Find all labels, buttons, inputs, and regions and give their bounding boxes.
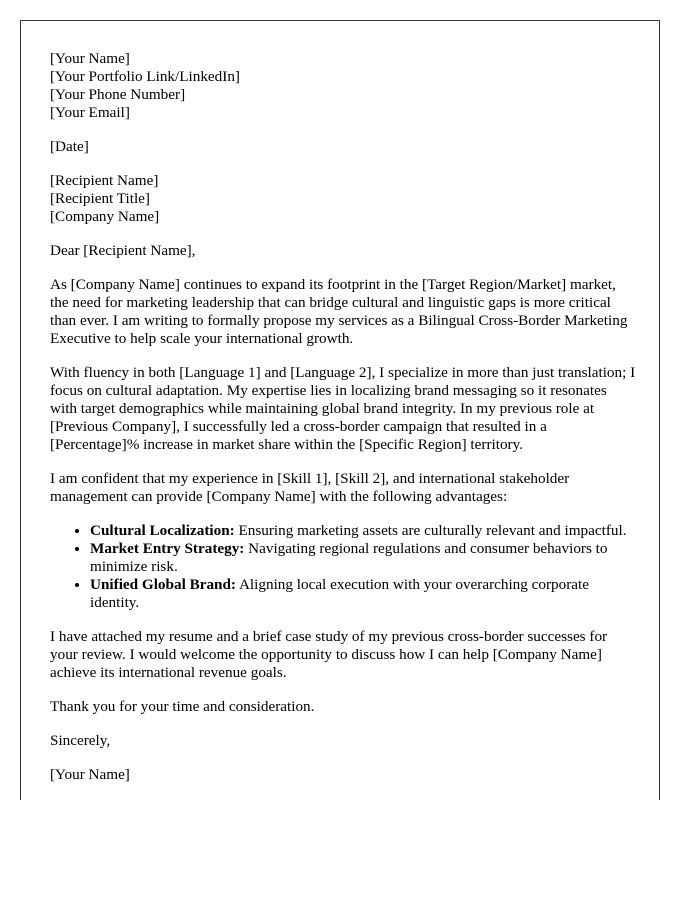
advantage-text: Navigating regional regulations and consumer behaviors to minimize risk. — [90, 540, 608, 575]
advantage-text: Aligning local execution with your overarching corporate identity. — [90, 576, 590, 611]
body-paragraph: With fluency in both [Language 1] and [Language 2], I specialize in more than just translation; I focus on cultural adaptation. My expertise lies in localizing brand messaging so it resonates with target demographics while maintaining global brand integrity. In my previous role at [Previous Company], I successfully led a cross-border campaign that resulted in a [Percentage]% increase in market share within the [Specific Region] territory. — [50, 364, 636, 453]
advantages-list — [50, 522, 636, 612]
sender-portfolio: [Your Portfolio Link/LinkedIn] — [50, 68, 240, 85]
list-item — [90, 576, 636, 612]
letter-date: [Date] — [50, 138, 89, 155]
signoff: Sincerely, — [50, 732, 111, 749]
advantage-title: Unified Global Brand: — [90, 576, 236, 593]
sender-phone: [Your Phone Number] — [50, 86, 186, 103]
recipient-title: [Recipient Title] — [50, 190, 150, 207]
body-paragraph: I have attached my resume and a brief case study of my previous cross-border successes for your review. I would welcome the opportunity to discuss how I can help [Company Name] achieve its international revenue goals. — [50, 628, 608, 681]
sender-name: [Your Name] — [50, 50, 130, 67]
salutation: Dear [Recipient Name], — [50, 242, 196, 259]
recipient-block — [50, 172, 636, 226]
advantage-text: Ensuring marketing assets are culturally relevant and impactful. — [238, 522, 627, 539]
list-item — [90, 522, 636, 540]
list-item — [90, 540, 636, 576]
advantage-title: Cultural Localization: — [90, 522, 235, 539]
date-block — [50, 138, 636, 156]
signature: [Your Name] — [50, 766, 130, 783]
advantage-title: Market Entry Strategy: — [90, 540, 245, 557]
sender-email: [Your Email] — [50, 104, 130, 121]
recipient-company: [Company Name] — [50, 208, 160, 225]
recipient-name: [Recipient Name] — [50, 172, 159, 189]
letter-page — [20, 20, 660, 800]
body-paragraph: As [Company Name] continues to expand its footprint in the [Target Region/Market] market, the need for marketing leadership that can bridge cultural and linguistic gaps is more critical than ever. I am writing to formally propose my services as a Bilingual Cross-Border Marketing Executive to help scale your international growth. — [50, 276, 628, 347]
letter-body — [50, 50, 636, 800]
sender-block — [50, 50, 636, 122]
body-paragraph: I am confident that my experience in [Skill 1], [Skill 2], and international stakeholder management can provide [Company Name] with the following advantages: — [50, 470, 570, 505]
body-paragraph: Thank you for your time and consideration. — [50, 698, 315, 715]
